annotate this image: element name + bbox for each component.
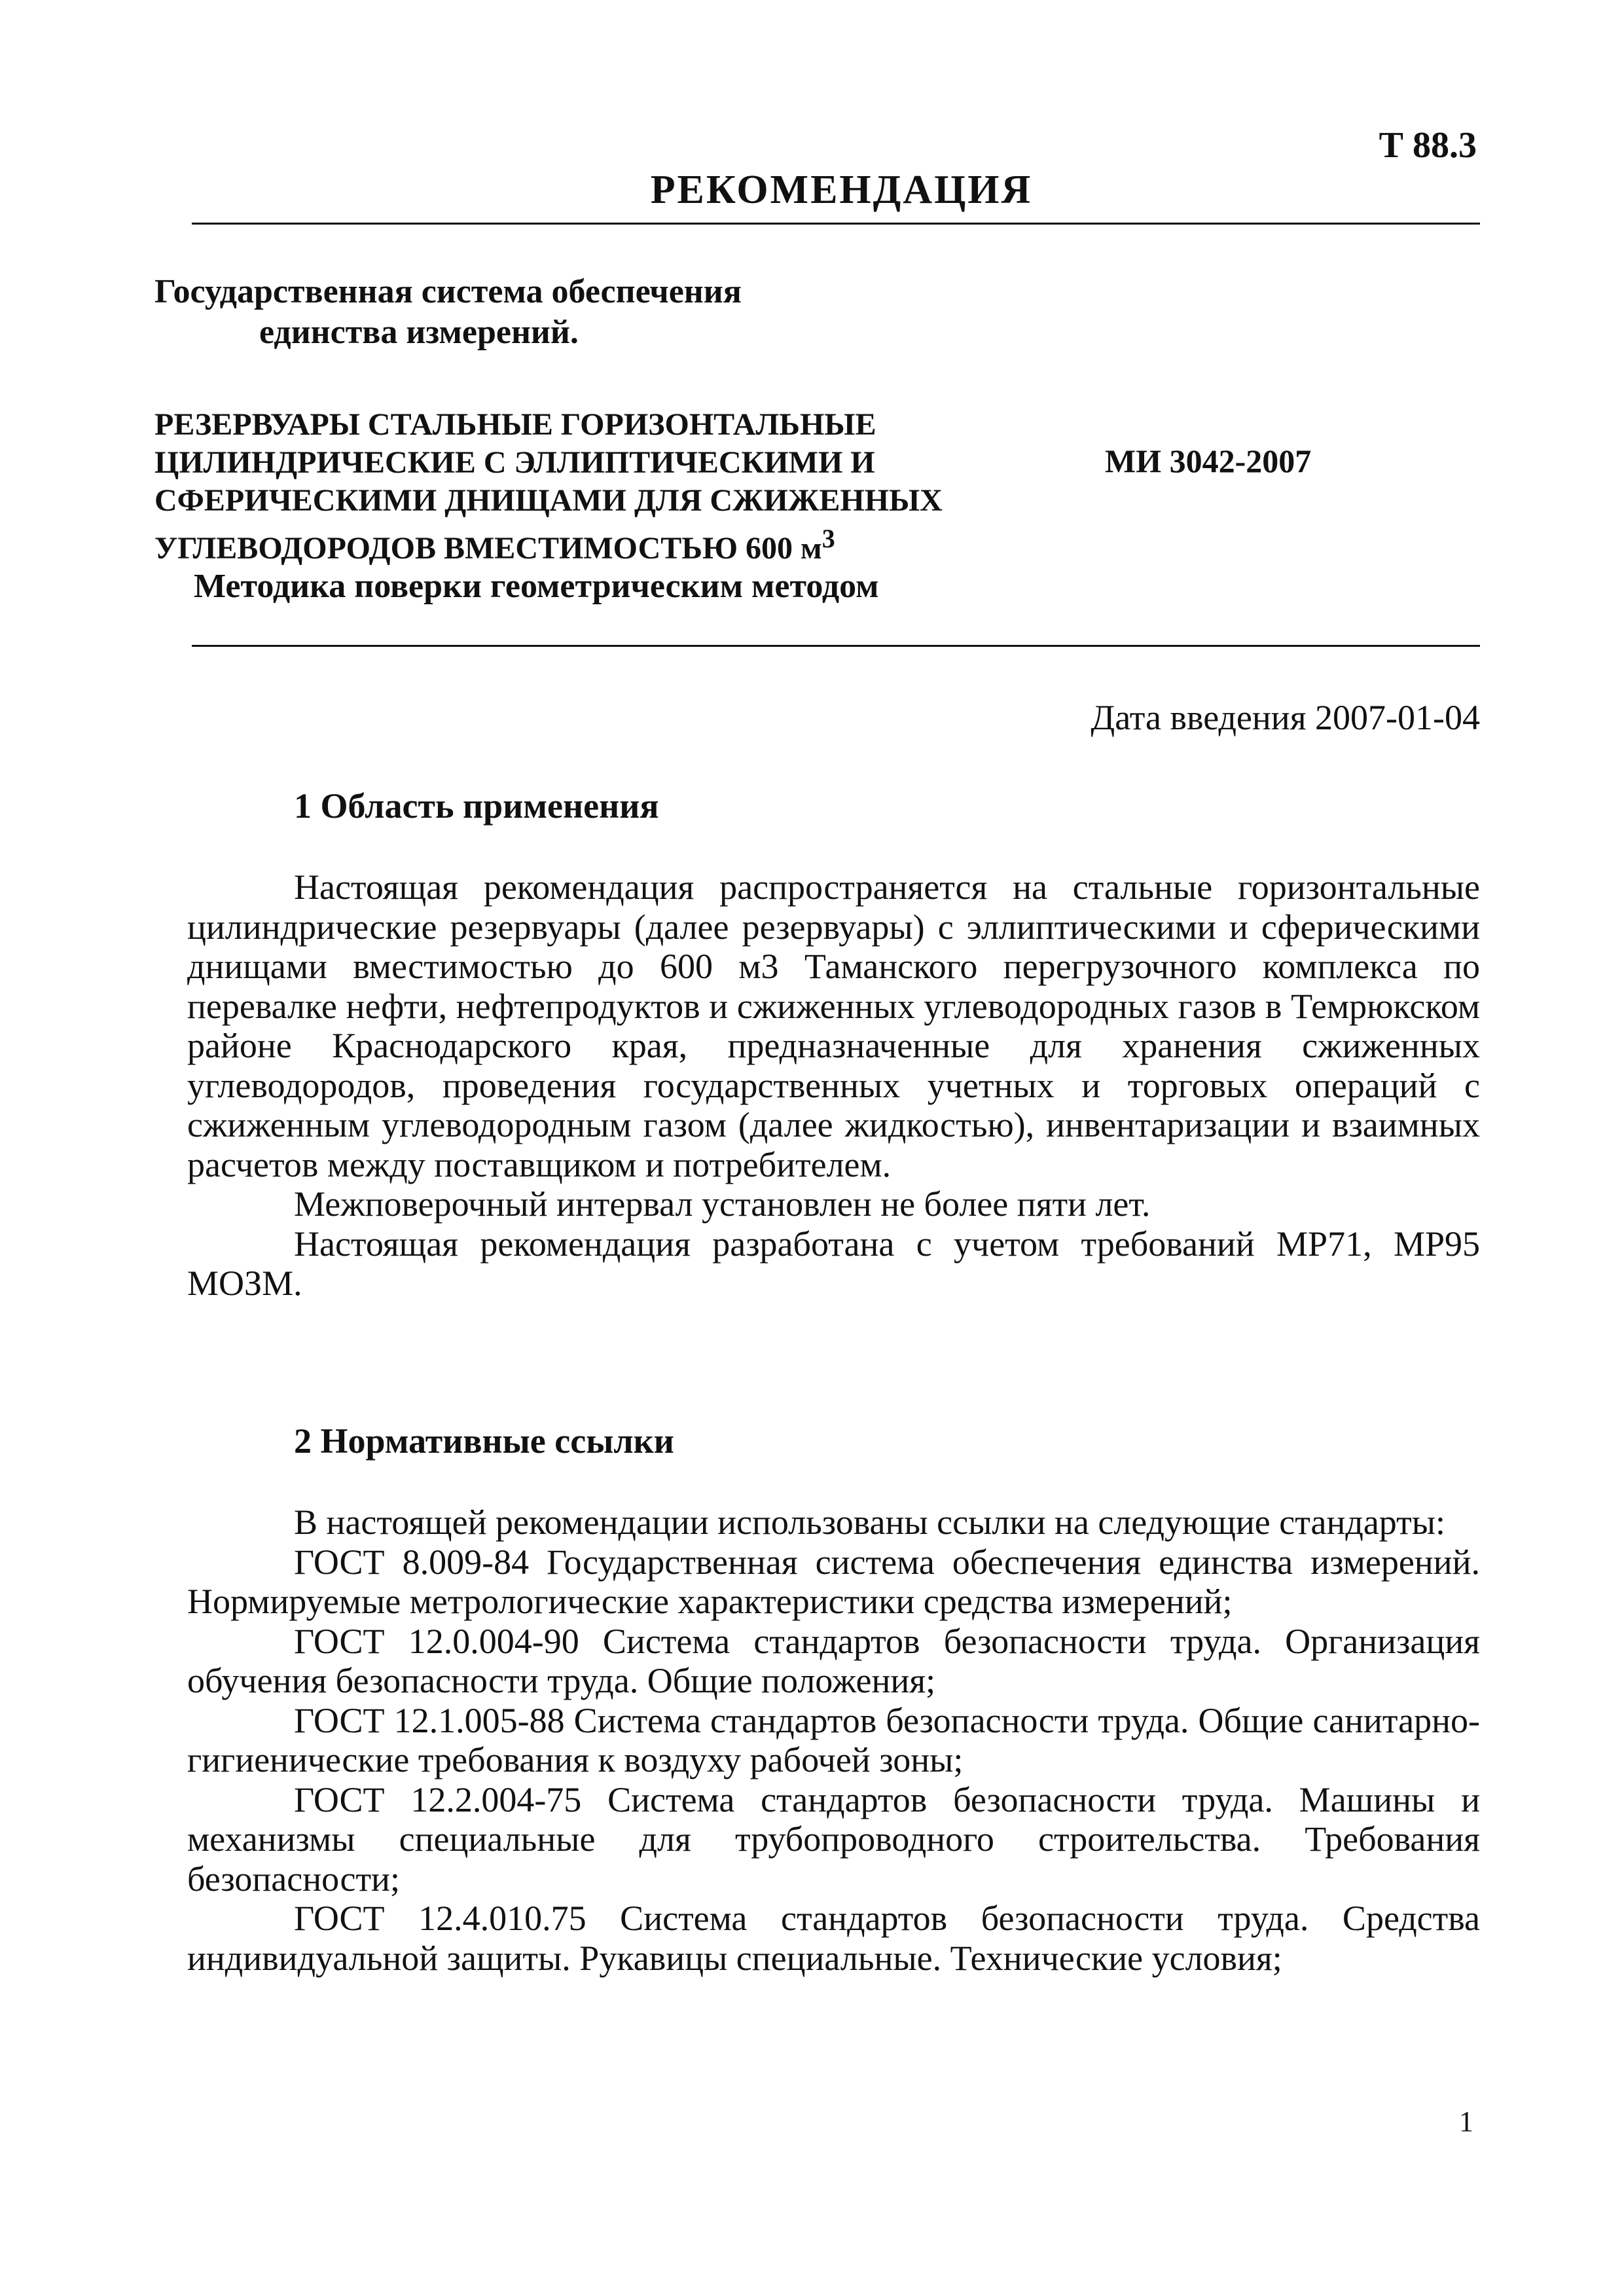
section-1-paragraph: Настоящая рекомендация разработана с учетом требований МР71, МР95 МОЗМ.: [187, 1224, 1480, 1303]
page-number: 1: [1459, 2105, 1473, 2138]
section-2-body: [187, 1503, 1480, 1978]
section-2-heading: 2 Нормативные ссылки: [294, 1421, 674, 1461]
document-number: МИ 3042-2007: [1105, 443, 1312, 479]
introduction-date: Дата введения 2007-01-04: [1091, 698, 1480, 737]
system-title-line-1: Государственная система обеспечения: [154, 273, 742, 310]
document-code: Т 88.3: [1379, 125, 1477, 166]
tank-title-line-4: [154, 520, 943, 568]
tank-title-line-1: РЕЗЕРВУАРЫ СТАЛЬНЫЕ ГОРИЗОНТАЛЬНЫЕ: [154, 407, 876, 442]
section-1-heading: 1 Область применения: [294, 786, 659, 826]
section-2-paragraph: ГОСТ 12.0.004-90 Система стандартов безопасности труда. Организация обучения безопасности труда. Общие положения;: [187, 1621, 1480, 1700]
section-2-paragraph: В настоящей рекомендации использованы ссылки на следующие стандарты:: [294, 1503, 1445, 1542]
section-2-paragraph: ГОСТ 8.009-84 Государственная система обеспечения единства измерений. Нормируемые метрологические характеристики средства измерений;: [187, 1542, 1480, 1621]
system-title-line-2: единства измерений.: [259, 314, 579, 351]
tank-title-line-2: ЦИЛИНДРИЧЕСКИЕ С ЭЛЛИПТИЧЕСКИМИ И: [154, 445, 875, 480]
section-2-paragraph: ГОСТ 12.4.010.75 Система стандартов безопасности труда. Средства индивидуальной защиты. Рукавицы специальные. Технические условия;: [187, 1899, 1480, 1978]
tank-title-superscript: 3: [821, 524, 835, 553]
section-1-paragraph: Межповерочный интервал установлен не более пяти лет.: [294, 1184, 1151, 1224]
section-1-paragraph: Настоящая рекомендация распространяется на стальные горизонтальные цилиндрические резервуары (далее резервуары) с эллиптическими и сферическими днищами вместимостью до 600 м3 Таманского перегрузочного комплекса по перевалке нефти, нефтепродуктов и сжиженных углеводородных газов в Темрюкском районе Краснодарского края, предназначенные для хранения сжиженных углеводородов, проведения государственных учетных и торговых операций с сжиженным углеводородным газом (далее жидкостью), инвентаризации и взаимных расчетов между поставщиком и потребителем.: [187, 867, 1480, 1184]
tank-title-line-4-text: УГЛЕВОДОРОДОВ ВМЕСТИМОСТЬЮ 600 м: [154, 531, 822, 566]
tank-title: [154, 406, 943, 606]
document-type-title: РЕКОМЕНДАЦИЯ: [650, 168, 1033, 212]
tank-title-subtitle: Методика поверки геометрическим методом: [194, 568, 879, 605]
section-2-paragraph: ГОСТ 12.1.005-88 Система стандартов безопасности труда. Общие санитарно-гигиенические требования к воздуху рабочей зоны;: [187, 1700, 1480, 1779]
bottom-divider: [192, 645, 1480, 647]
system-title: [154, 272, 742, 353]
section-1-body: [187, 867, 1480, 1303]
section-2-paragraph: ГОСТ 12.2.004-75 Система стандартов безопасности труда. Машины и механизмы специальные для трубопроводного строительства. Требования безопасности;: [187, 1779, 1480, 1899]
tank-title-line-3: СФЕРИЧЕСКИМИ ДНИЩАМИ ДЛЯ СЖИЖЕННЫХ: [154, 483, 943, 518]
top-divider: [192, 223, 1480, 225]
